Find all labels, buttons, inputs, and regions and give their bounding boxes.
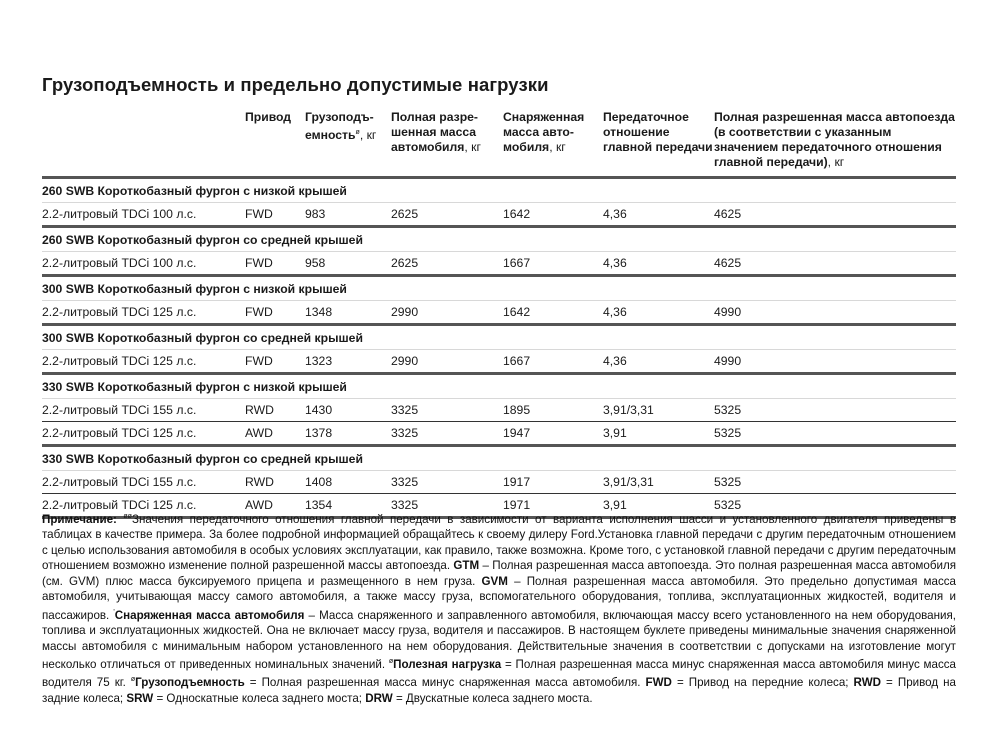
note-term: RWD [853, 676, 882, 690]
cell-drive-column: RWD [245, 399, 305, 422]
page-title: Грузоподъемность и предельно допустимые нагрузки [42, 74, 549, 95]
cell-gvm-column: 2990 [391, 350, 503, 374]
header-unit: , кг [359, 128, 377, 143]
cell-gvm-column: 3325 [391, 471, 503, 494]
cell-payload-column: 1323 [305, 350, 391, 374]
note-fragment: – Полная разрешенная масса автопоезда. Это полная разрешенная масса автомобиля (см. GVM) плюс масса буксируемого прицепа и размещенного в нем груза. [42, 559, 956, 588]
cell-drive-column: FWD [245, 301, 305, 325]
table-row [42, 252, 956, 276]
cell-gtm-column: 4625 [714, 252, 956, 276]
cell-payload-column: 958 [305, 252, 391, 276]
note-fragment: = Полная разрешенная масса минус снаряженная масса автомобиля. [244, 676, 646, 690]
load-capacity-table [42, 110, 956, 519]
header-gvm-column [391, 110, 503, 178]
group-title: 300 SWB Короткобазный фургон с низкой крышей [42, 276, 956, 301]
cell-model-column: 2.2-литровый TDCi 125 л.с. [42, 350, 245, 374]
cell-payload-column: 983 [305, 203, 391, 227]
cell-gvm-column: 3325 [391, 399, 503, 422]
cell-gvm-column: 3325 [391, 422, 503, 446]
table-row [42, 471, 956, 494]
table-row [42, 422, 956, 446]
group-title: 300 SWB Короткобазный фургон со средней крышей [42, 325, 956, 350]
note-fragment: = Привод на передние колеса; [671, 676, 854, 690]
header-unit: , кг [464, 140, 481, 154]
cell-payload-column: 1408 [305, 471, 391, 494]
group-header-row [42, 178, 956, 203]
footnote-marker: ø [355, 129, 360, 136]
note-term: Грузоподъемность [135, 676, 245, 690]
cell-gtm-column: 5325 [714, 494, 956, 518]
note-term: SRW [126, 691, 154, 705]
cell-gtm-column: 5325 [714, 399, 956, 422]
cell-gvm-column: 2990 [391, 301, 503, 325]
footnote [42, 509, 956, 706]
table-header-row [42, 110, 956, 178]
note-term: GVM [481, 574, 508, 588]
header-unit: , кг [549, 140, 566, 154]
cell-kerb-weight-column: 1642 [503, 203, 603, 227]
table-row [42, 350, 956, 374]
cell-kerb-weight-column: 1947 [503, 422, 603, 446]
group-header-row [42, 227, 956, 252]
cell-kerb-weight-column: 1895 [503, 399, 603, 422]
cell-drive-column: RWD [245, 471, 305, 494]
cell-model-column: 2.2-литровый TDCi 125 л.с. [42, 494, 245, 518]
cell-drive-column: FWD [245, 350, 305, 374]
footnote-marker: ' [113, 608, 115, 616]
cell-gtm-column: 5325 [714, 471, 956, 494]
note-fragment: Значения передаточного отношения главной передачи в зависимости от варианта исполнения шасси и установленного двигателя приведены в таблицах в качестве примера. За более подробной информацией обращайтесь к своему дилеру Ford.Установка главной передачи с другим передаточным отношением с целью использования автомобиля в особых условиях эксплуатации, как правило, также возможна. Кроме того, с установкой главной передачи с другим передаточным отношением возможно изменение полной разрешенной массы автопоезда. [42, 512, 956, 573]
group-header-row [42, 276, 956, 301]
cell-axle-ratio-column: 3,91 [603, 494, 714, 518]
note-term: GTM [453, 559, 480, 573]
header-payload-column [305, 110, 391, 178]
header-unit: , кг [827, 155, 845, 169]
header-label: Передаточное отношение главной передачи [603, 110, 713, 154]
cell-axle-ratio-column: 4,36 [603, 252, 714, 276]
note-term: Снаряженная масса автомобиля [114, 608, 305, 622]
cell-model-column: 2.2-литровый TDCi 100 л.с. [42, 203, 245, 227]
header-label: Снаряженная масса авто-мобиля [503, 110, 585, 154]
table-row [42, 203, 956, 227]
note-fragment: = Односкатные колеса заднего моста; [153, 691, 366, 705]
cell-payload-column: 1430 [305, 399, 391, 422]
note-fragment: – Полная разрешенная масса автомобиля. Это предельно допустимая масса автомобиля, учитывающая массу самого автомобиля, а также массу груза, вспомогательного оборудования, топлива, эксплуатационных жидкостей, водителя и пассажиров. [42, 574, 956, 622]
footnote-marker: ø [388, 658, 394, 666]
cell-gvm-column: 2625 [391, 203, 503, 227]
note-label: Примечание: [42, 512, 117, 526]
cell-axle-ratio-column: 4,36 [603, 301, 714, 325]
group-title: 260 SWB Короткобазный фургон со средней крышей [42, 227, 956, 252]
note-term: DRW [365, 691, 393, 705]
cell-gtm-column: 4625 [714, 203, 956, 227]
note-fragment: = Двускатные колеса заднего моста. [392, 691, 593, 705]
group-header-row [42, 325, 956, 350]
cell-drive-column: AWD [245, 494, 305, 518]
footnote-marker: ø [130, 676, 136, 684]
group-header-row [42, 446, 956, 471]
note-term: FWD [645, 676, 672, 690]
note-fragment: = Привод на задние колеса; [42, 676, 956, 705]
note-fragment: – Масса снаряженного и заправленного автомобиля, включающая массу всего установленного на нем оборудования, топлива и эксплуатационных жидкостей. Она не включает массу груза, водителя и пассажиров. В настоящем буклете приведены минимальные значения снаряженной массы автомобиля с минимальным набором установленного на нем оборудования. Действительные значения в соответствии с допусками на изготовление могут несколько отличаться от приведенных номинальных значений. [42, 608, 957, 672]
header-label: Полная разре-шенная масса автомобиля [391, 110, 478, 154]
table-row [42, 301, 956, 325]
cell-axle-ratio-column: 4,36 [603, 203, 714, 227]
cell-axle-ratio-column: 3,91 [603, 422, 714, 446]
group-title: 330 SWB Короткобазный фургон с низкой крышей [42, 374, 956, 399]
cell-gtm-column: 4990 [714, 350, 956, 374]
group-title: 330 SWB Короткобазный фургон со средней крышей [42, 446, 956, 471]
table-row [42, 399, 956, 422]
header-drive-column [245, 110, 305, 178]
cell-payload-column: 1348 [305, 301, 391, 325]
cell-model-column: 2.2-литровый TDCi 125 л.с. [42, 422, 245, 446]
group-header-row [42, 374, 956, 399]
cell-payload-column: 1378 [305, 422, 391, 446]
header-label: Полная разрешенная масса автопоезда (в соответствии с указанным значением передаточного отношения главной передачи) [714, 110, 955, 169]
cell-gtm-column: 4990 [714, 301, 956, 325]
cell-axle-ratio-column: 4,36 [603, 350, 714, 374]
cell-drive-column: FWD [245, 252, 305, 276]
header-label: Привод [245, 110, 292, 124]
header-kerb-weight-column [503, 110, 603, 178]
cell-kerb-weight-column: 1642 [503, 301, 603, 325]
header-label: Грузоподъ-емность [305, 110, 374, 143]
header-gtm-column [714, 110, 956, 178]
cell-drive-column: AWD [245, 422, 305, 446]
note-fragment: = Полная разрешенная масса минус снаряженная масса автомобиля минус масса водителя 75 кг. [42, 658, 956, 690]
cell-model-column: 2.2-литровый TDCi 100 л.с. [42, 252, 245, 276]
cell-kerb-weight-column: 1667 [503, 350, 603, 374]
cell-axle-ratio-column: 3,91/3,31 [603, 471, 714, 494]
cell-gvm-column: 3325 [391, 494, 503, 518]
cell-model-column: 2.2-литровый TDCi 155 л.с. [42, 471, 245, 494]
header-model-column [42, 110, 245, 178]
footnote-marker: øø [123, 513, 132, 520]
cell-model-column: 2.2-литровый TDCi 125 л.с. [42, 301, 245, 325]
cell-kerb-weight-column: 1971 [503, 494, 603, 518]
note-text [42, 513, 956, 705]
cell-model-column: 2.2-литровый TDCi 155 л.с. [42, 399, 245, 422]
cell-gvm-column: 2625 [391, 252, 503, 276]
cell-axle-ratio-column: 3,91/3,31 [603, 399, 714, 422]
group-title: 260 SWB Короткобазный фургон с низкой крышей [42, 178, 956, 203]
table-body [42, 178, 956, 518]
note-term: Полезная нагрузка [393, 658, 502, 672]
cell-kerb-weight-column: 1917 [503, 471, 603, 494]
header-axle-ratio-column [603, 110, 714, 178]
cell-drive-column: FWD [245, 203, 305, 227]
cell-kerb-weight-column: 1667 [503, 252, 603, 276]
cell-payload-column: 1354 [305, 494, 391, 518]
cell-gtm-column: 5325 [714, 422, 956, 446]
